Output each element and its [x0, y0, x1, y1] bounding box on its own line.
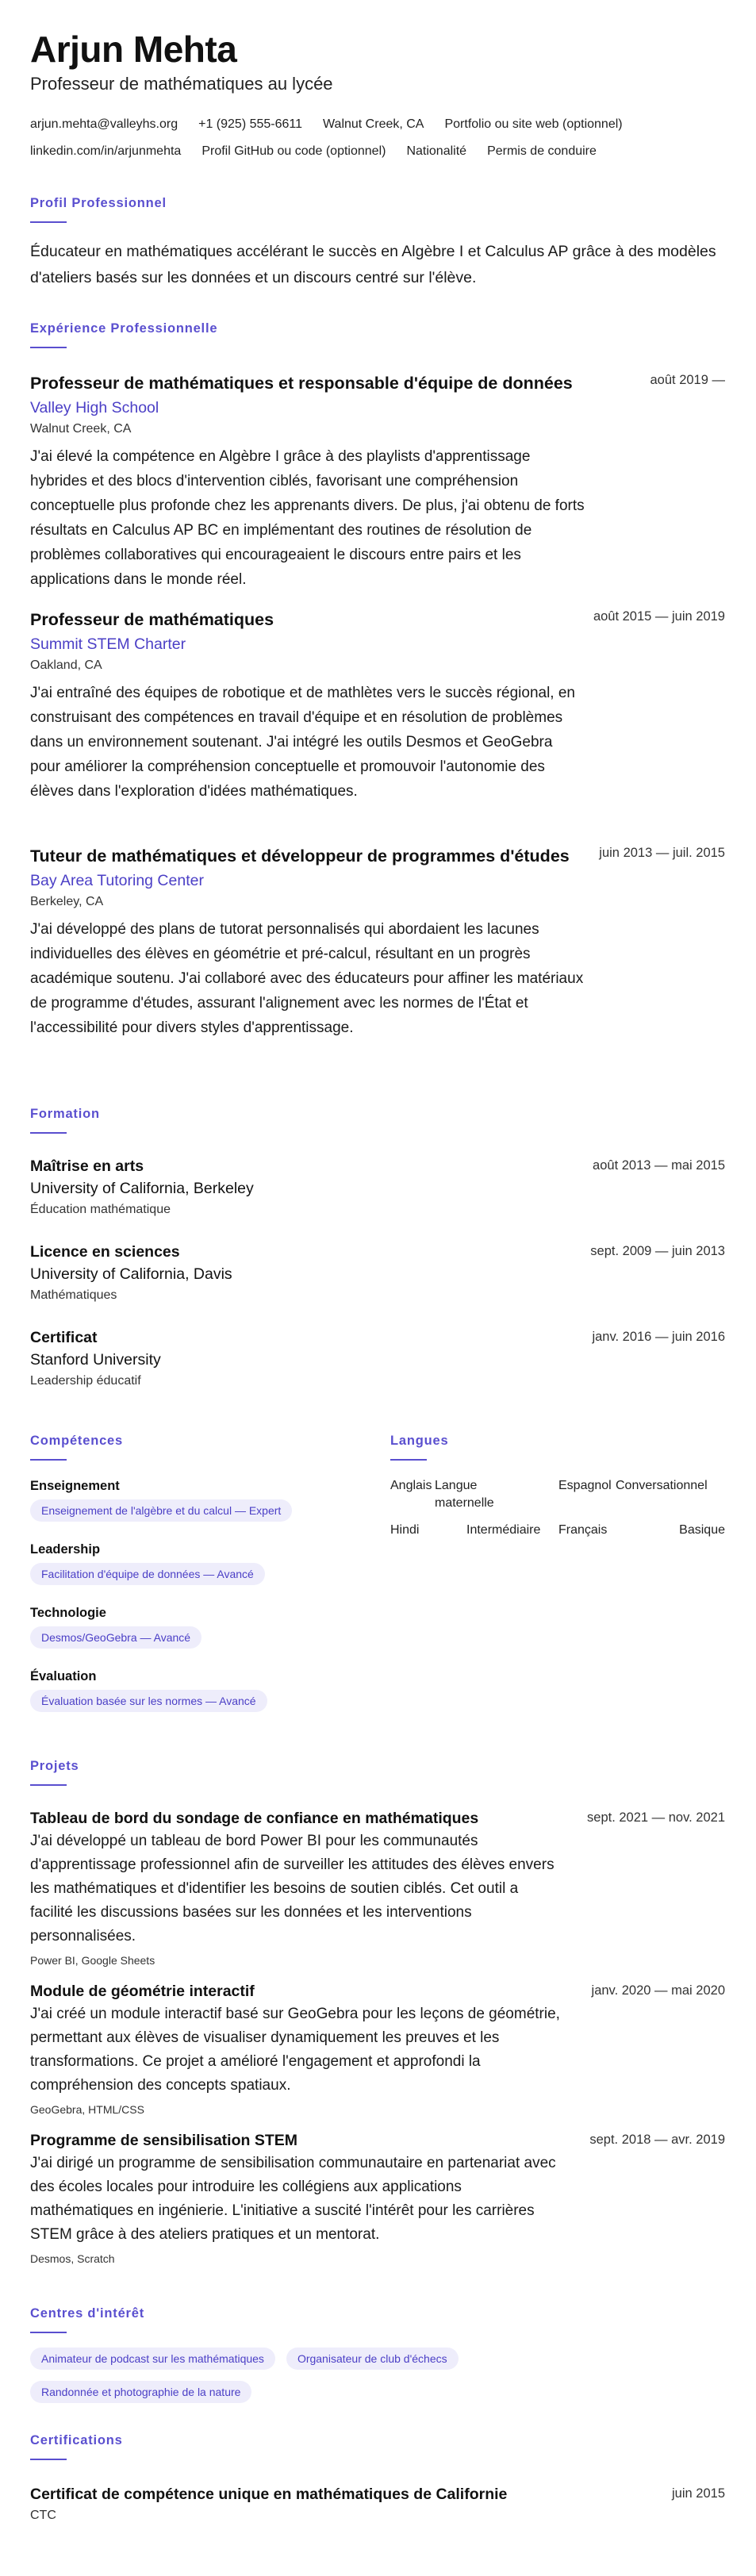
- contact-linkedin[interactable]: linkedin.com/in/arjunmehta: [30, 144, 182, 158]
- job-date: août 2019 —: [650, 373, 725, 387]
- projects-section: [30, 1758, 725, 1786]
- school: Stanford University: [30, 1351, 161, 1369]
- project-tech: GeoGebra, HTML/CSS: [30, 2103, 144, 2116]
- job-date: août 2015 — juin 2019: [593, 609, 725, 624]
- education-item: [30, 1241, 725, 1306]
- skill-chip: Évaluation basée sur les normes — Avancé: [30, 1690, 267, 1712]
- language-level: Basique: [679, 1523, 725, 1537]
- section-divider: [30, 221, 67, 223]
- language-name: Anglais: [390, 1479, 432, 1492]
- field-of-study: Éducation mathématique: [30, 1203, 171, 1216]
- degree: Maîtrise en arts: [30, 1157, 144, 1175]
- skill-category: Leadership: [30, 1542, 101, 1557]
- experience-heading: Expérience Professionnelle: [30, 321, 218, 336]
- language-level: Conversationnel: [616, 1479, 708, 1492]
- project-description: J'ai dirigé un programme de sensibilisation communautaire en partenariat avec des écoles locales pour introduire les collégiens aux applications mathématiques en ingénierie. L'initiative a suscité l'intérêt pour les carrières STEM grâce à des ateliers pratiques et un mentorat.: [30, 2155, 556, 2243]
- section-divider: [30, 1784, 67, 1786]
- contact-portfolio[interactable]: Portfolio ou site web (optionnel): [444, 117, 623, 131]
- skill-chip: Enseignement de l'algèbre et du calcul — Expert: [30, 1499, 292, 1522]
- job-title: Tuteur de mathématiques et développeur de programmes d'études: [30, 847, 570, 866]
- job-location: Walnut Creek, CA: [30, 422, 132, 436]
- field-of-study: Leadership éducatif: [30, 1374, 141, 1388]
- certifications-heading: Certifications: [30, 2433, 123, 2447]
- certification-date: juin 2015: [672, 2486, 725, 2501]
- interest-chip: Animateur de podcast sur les mathématiques: [30, 2348, 275, 2370]
- school: University of California, Berkeley: [30, 1180, 254, 1197]
- certification-title: Certificat de compétence unique en mathématiques de Californie: [30, 2486, 508, 2503]
- contact-nationality: Nationalité: [406, 144, 467, 158]
- education-item: [30, 1155, 725, 1220]
- job-description: J'ai élevé la compétence en Algèbre I grâce à des playlists d'apprentissage hybrides et des blocs d'intervention ciblés, favorisant une compréhension conceptuelle plus profonde chez les apprenants divers. De plus, j'ai obtenu de forts résultats en Calculus AP BC en implémentant des routines de résolution de problèmes collaboratives qui encourageaient le discours entre pairs et les applications dans le monde réel.: [30, 448, 585, 588]
- degree: Certificat: [30, 1329, 98, 1346]
- profile-summary: Éducateur en mathématiques accélérant le succès en Algèbre I et Calculus AP grâce à des modèles d'ateliers basés sur les données et un discours centré sur l'élève.: [30, 243, 716, 286]
- interests-heading: Centres d'intérêt: [30, 2306, 145, 2321]
- interest-list: [30, 2348, 554, 2414]
- language-name: Français: [558, 1523, 608, 1537]
- education-date: janv. 2016 — juin 2016: [592, 1330, 725, 1344]
- contact-phone[interactable]: +1 (925) 555-6611: [198, 117, 303, 131]
- education-item: [30, 1326, 725, 1392]
- interest-chip: Organisateur de club d'échecs: [286, 2348, 459, 2370]
- skills-section: [30, 1433, 347, 1461]
- experience-item: [30, 606, 725, 804]
- languages-heading: Langues: [390, 1434, 449, 1448]
- contact-list: [30, 111, 725, 165]
- experience-item: [30, 370, 725, 592]
- field-of-study: Mathématiques: [30, 1288, 117, 1302]
- education-heading: Formation: [30, 1107, 100, 1121]
- job-org: Summit STEM Charter: [30, 635, 186, 653]
- contact-github[interactable]: Profil GitHub ou code (optionnel): [201, 144, 386, 158]
- skill-category: Enseignement: [30, 1479, 120, 1493]
- section-divider: [30, 1459, 67, 1461]
- certifications-section: [30, 2432, 725, 2460]
- language-level: Intermédiaire: [466, 1523, 541, 1537]
- skill-category: Évaluation: [30, 1669, 97, 1683]
- language-name: Espagnol: [558, 1479, 612, 1492]
- education-date: sept. 2009 — juin 2013: [590, 1244, 725, 1258]
- degree: Licence en sciences: [30, 1243, 180, 1261]
- education-date: août 2013 — mai 2015: [593, 1158, 725, 1173]
- experience-section: [30, 321, 725, 348]
- candidate-name: Arjun Mehta: [30, 29, 237, 70]
- project-tech: Desmos, Scratch: [30, 2252, 115, 2265]
- project-date: sept. 2018 — avr. 2019: [589, 2133, 725, 2147]
- language-name: Hindi: [390, 1523, 420, 1537]
- job-title: Professeur de mathématiques et responsable d'équipe de données: [30, 374, 573, 393]
- project-title: Tableau de bord du sondage de confiance en mathématiques: [30, 1810, 479, 1827]
- project-tech: Power BI, Google Sheets: [30, 1954, 155, 1967]
- contact-email[interactable]: arjun.mehta@valleyhs.org: [30, 117, 178, 131]
- skill-category: Technologie: [30, 1606, 106, 1620]
- job-description: J'ai développé des plans de tutorat personnalisés qui abordaient les lacunes individuelles des élèves en géométrie et pré-calcul, résultant en un progrès académique soutenu. J'ai collaboré avec des éducateurs pour affiner les matériaux de programme d'études, assurant l'alignement avec les normes de l'État et l'accessibilité pour divers styles d'apprentissage.: [30, 921, 584, 1036]
- project-date: sept. 2021 — nov. 2021: [587, 1810, 725, 1825]
- project-item: [30, 2129, 725, 2267]
- project-item: [30, 1807, 725, 1969]
- interest-chip: Randonnée et photographie de la nature: [30, 2381, 251, 2403]
- skills-heading: Compétences: [30, 1434, 124, 1448]
- project-description: J'ai créé un module interactif basé sur GeoGebra pour les leçons de géométrie, permettant aux élèves de visualiser dynamiquement les preuves et les transformations. Ce projet a amélioré l'engagement et approfondi la compréhension des concepts spatiaux.: [30, 2006, 560, 2094]
- section-divider: [30, 347, 67, 348]
- skill-chip: Facilitation d'équipe de données — Avancé: [30, 1563, 265, 1585]
- language-level: Langue maternelle: [435, 1479, 494, 1510]
- profile-section: [30, 195, 725, 291]
- project-description: J'ai développé un tableau de bord Power BI pour les communautés d'apprentissage professionnel afin de surveiller les attitudes des élèves envers les mathématiques et d'identifier les besoins de soutien ciblés. Cet outil a facilité les discussions basées sur les données et les interventions personnalisées.: [30, 1833, 555, 1944]
- school: University of California, Davis: [30, 1265, 232, 1283]
- candidate-title: Professeur de mathématiques au lycée: [30, 74, 333, 94]
- contact-location: Walnut Creek, CA: [323, 117, 424, 131]
- certification-issuer: CTC: [30, 2509, 56, 2522]
- project-title: Module de géométrie interactif: [30, 1983, 255, 2000]
- contact-license: Permis de conduire: [487, 144, 597, 158]
- skill-chip: Desmos/GeoGebra — Avancé: [30, 1626, 201, 1649]
- job-location: Oakland, CA: [30, 658, 102, 672]
- job-description: J'ai entraîné des équipes de robotique et de mathlètes vers le succès régional, en construisant des compétences en travail d'équipe et en résolution de problèmes dans un environnement soutenant. J'ai intégré les outils Desmos et GeoGebra pour améliorer la compréhension conceptuelle et promouvoir l'autonomie des élèves dans l'exploration d'idées mathématiques.: [30, 685, 575, 800]
- project-item: [30, 1980, 725, 2118]
- job-date: juin 2013 — juil. 2015: [599, 846, 725, 860]
- interests-section: [30, 2305, 725, 2414]
- section-divider: [30, 1132, 67, 1134]
- project-title: Programme de sensibilisation STEM: [30, 2132, 298, 2149]
- certification-item: [30, 2483, 725, 2524]
- section-divider: [390, 1459, 427, 1461]
- project-date: janv. 2020 — mai 2020: [591, 1983, 725, 1998]
- profile-heading: Profil Professionnel: [30, 196, 167, 210]
- experience-item: [30, 843, 725, 1040]
- job-title: Professeur de mathématiques: [30, 610, 274, 629]
- education-section: [30, 1106, 725, 1134]
- languages-section: [390, 1433, 725, 1461]
- section-divider: [30, 2332, 67, 2333]
- job-location: Berkeley, CA: [30, 895, 104, 908]
- projects-heading: Projets: [30, 1759, 79, 1773]
- job-org: Bay Area Tutoring Center: [30, 872, 204, 889]
- section-divider: [30, 2459, 67, 2460]
- job-org: Valley High School: [30, 399, 159, 417]
